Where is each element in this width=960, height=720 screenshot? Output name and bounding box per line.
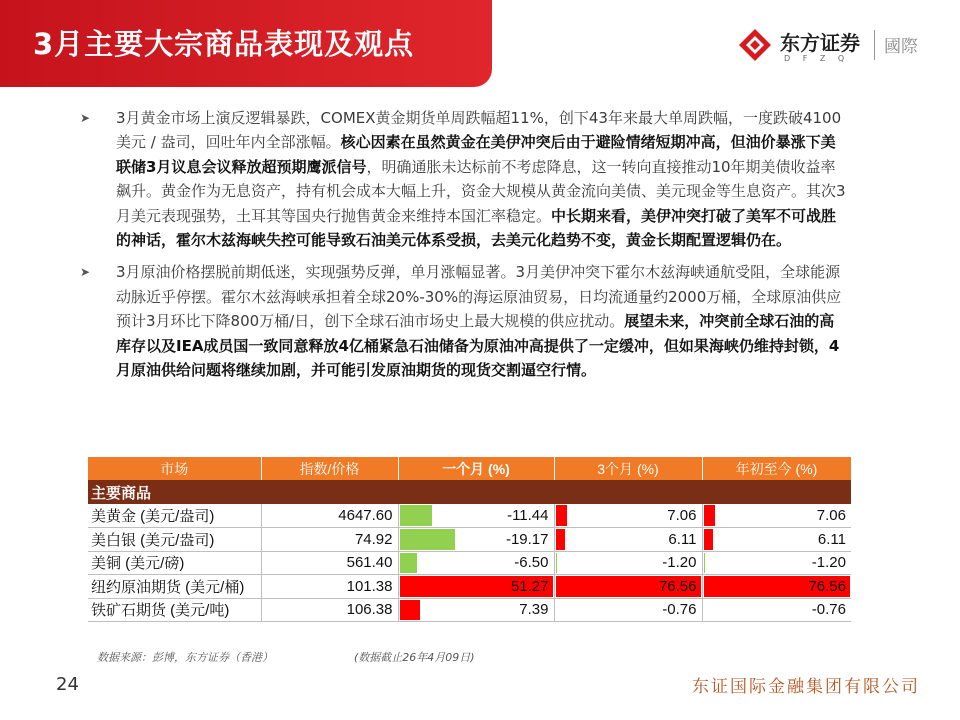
company-logo	[738, 24, 934, 70]
bullet-gold	[78, 106, 848, 252]
price-cell: 4647.60	[261, 504, 398, 528]
column-header-3m: 3个月 (%)	[554, 457, 702, 480]
logo-divider	[874, 30, 875, 60]
change-ytd-value: 6.11	[817, 530, 846, 548]
commodity-name: 美铜 (美元/磅)	[88, 551, 261, 575]
title-banner	[0, 0, 492, 87]
change-3m-cell	[554, 575, 702, 599]
table-section-row	[88, 480, 851, 504]
bullet-arrow-icon: ➤	[80, 111, 91, 125]
change-1m-value: 7.39	[519, 601, 549, 619]
change-ytd-cell	[702, 528, 851, 552]
page-number: 24	[56, 674, 79, 695]
change-ytd-value: -1.20	[811, 554, 846, 572]
commodity-name: 美白银 (美元/盎司)	[88, 528, 261, 552]
change-1m-cell	[398, 598, 554, 622]
price-cell: 101.38	[261, 575, 398, 599]
change-ytd-cell	[702, 504, 851, 528]
section-label: 主要商品	[88, 480, 851, 504]
table-row	[88, 504, 851, 528]
bullet-bold-segment: 展望未来，冲突前全球石油的高库存以及IEA成员国一致同意释放4亿桶紧急石油储备为原油冲高提供了一定缓冲，但如果海峡仍维持封锁，4月原油供给问题将继续加剧，并可能引发原油期货的现货交割逼空行情。	[116, 312, 840, 380]
change-ytd-cell	[702, 575, 851, 599]
logo-name: 东方证券	[780, 31, 860, 55]
commodity-name: 美黄金 (美元/盎司)	[88, 504, 261, 528]
column-header-ytd: 年初至今 (%)	[702, 457, 851, 480]
column-header-market: 市场	[88, 457, 261, 480]
price-cell: 561.40	[261, 551, 398, 575]
change-ytd-value: -0.76	[811, 601, 846, 619]
change-1m-value: -6.50	[514, 554, 549, 572]
table-row	[88, 598, 851, 622]
logo-subtitle: D F Z Q	[784, 54, 850, 63]
change-3m-value: -0.76	[662, 601, 697, 619]
change-3m-value: 76.56	[658, 577, 697, 595]
change-3m-cell	[554, 504, 702, 528]
change-ytd-value: 7.06	[816, 507, 846, 524]
change-1m-value: 51.27	[510, 577, 549, 595]
price-cell: 74.92	[261, 528, 398, 552]
change-ytd-cell	[702, 551, 851, 575]
bullet-text-segment: 3月黄金市场上演反逻辑暴跌，COMEX黄金期货单周跌幅超11%，创下43年来最大单周跌幅，一度跌破4100美元 / 盎司，回吐年内全部涨幅。	[116, 109, 842, 152]
commentary-bullets	[78, 106, 848, 382]
change-1m-cell	[398, 528, 554, 552]
change-ytd-value: 76.56	[808, 577, 846, 595]
commodity-name: 纽约原油期货 (美元/桶)	[88, 575, 261, 599]
change-3m-value: -1.20	[662, 554, 697, 572]
column-header-price: 指数/价格	[261, 457, 398, 480]
change-1m-value: -19.17	[505, 530, 549, 548]
price-cell: 106.38	[261, 598, 398, 622]
data-source-note: 数据来源：彭博，东方证券（香港）	[97, 651, 273, 664]
logo-diamond-icon	[738, 28, 772, 62]
column-header-1m: 一个月 (%)	[398, 457, 554, 480]
page-title: 3月主要大宗商品表现及观点	[33, 27, 415, 61]
change-3m-value: 7.06	[667, 507, 697, 524]
commodity-performance-table	[88, 457, 852, 622]
change-3m-cell	[554, 528, 702, 552]
footer-company-name: 东证国际金融集团有限公司	[692, 677, 920, 697]
table-row	[88, 551, 851, 575]
change-1m-value: -11.44	[507, 507, 549, 524]
logo-international: 國際	[884, 37, 918, 57]
table-row	[88, 528, 851, 552]
table-header-row	[88, 457, 851, 480]
bullet-arrow-icon: ➤	[80, 265, 91, 280]
change-1m-cell	[398, 575, 554, 599]
change-ytd-cell	[702, 598, 851, 622]
data-as-of-note: (数据截止26年4月09日)	[354, 651, 475, 664]
bullet-bold-segment: 核心因素在虽然黄金在美伊冲突后由于避险情绪短期冲高，但油价暴涨下美联储3月议息会议释放超预期鹰派信号	[116, 133, 836, 176]
commodity-name: 铁矿石期货 (美元/吨)	[88, 598, 261, 622]
change-1m-cell	[398, 551, 554, 575]
change-3m-value: 6.11	[668, 530, 697, 548]
bullet-crude-oil	[78, 260, 848, 382]
bullet-text-segment: 3月原油价格摆脱前期低迷，实现强势反弹，单月涨幅显著。3月美伊冲突下霍尔木兹海峡通航受阻，全球能源动脉近乎停摆。霍尔木兹海峡承担着全球20%-30%的海运原油贸易，日均流通量约2000万桶，全球原油供应预计3月环比下降800万桶/日，创下全球石油市场史上最大规模的供应扰动。	[116, 263, 842, 331]
bullet-text-segment: ，明确通胀未达标前不考虑降息，这一转向直接推动10年期美债收益率飙升。黄金作为无息资产，持有机会成本大幅上升，资金大规模从黄金流向美债、美元现金等生息资产。其次3月美元表现强势，土耳其等国央行抛售黄金来维持本国汇率稳定。	[116, 157, 846, 225]
change-3m-cell	[554, 598, 702, 622]
change-3m-cell	[554, 551, 702, 575]
table-row	[88, 575, 851, 599]
change-1m-cell	[398, 504, 554, 528]
bullet-bold-segment: 中长期来看，美伊冲突打破了美军不可战胜的神话，霍尔木兹海峡失控可能导致石油美元体系受损，去美元化趋势不变，黄金长期配置逻辑仍在。	[116, 206, 837, 250]
